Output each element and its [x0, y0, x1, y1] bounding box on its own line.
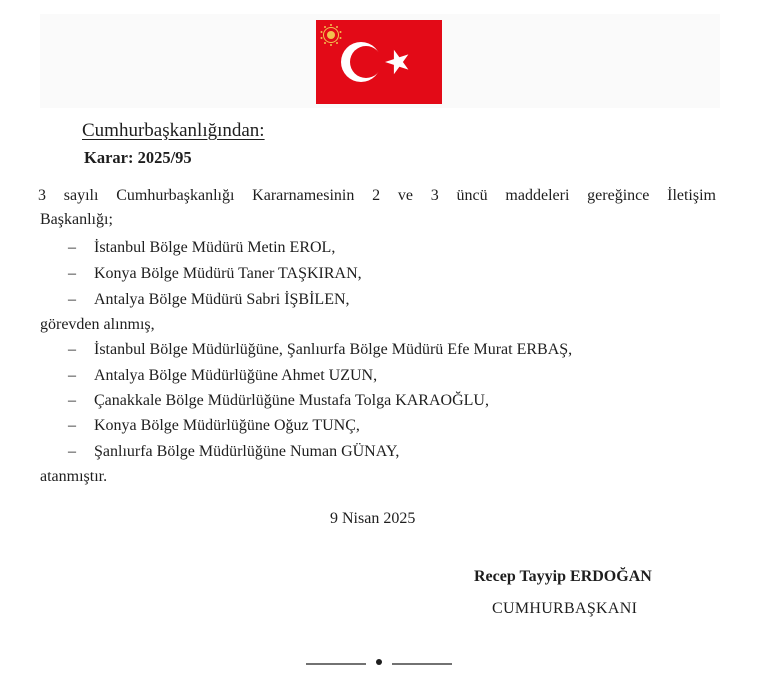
appointed-item: [68, 338, 572, 362]
removed-item: [68, 236, 335, 260]
removed-item-text: Konya Bölge Müdürü Taner TAŞKIRAN,: [94, 265, 362, 282]
appointed-item-text: Konya Bölge Müdürlüğüne Oğuz TUNÇ,: [94, 417, 360, 434]
appointed-item-text: Şanlıurfa Bölge Müdürlüğüne Numan GÜNAY,: [94, 443, 400, 460]
appointed-item-text: Antalya Bölge Müdürlüğüne Ahmet UZUN,: [94, 367, 378, 384]
removed-item-text: İstanbul Bölge Müdürü Metin EROL,: [94, 239, 336, 256]
signer-name: Recep Tayyip ERDOĞAN: [474, 568, 652, 585]
removed-item: [68, 262, 362, 286]
appointed-item-text: Çanakkale Bölge Müdürlüğüne Mustafa Tolga KARAOĞLU,: [94, 392, 489, 409]
appointed-item: [68, 414, 360, 438]
dash-bullet: –: [68, 265, 76, 282]
intro-line-1: 3 sayılı Cumhurbaşkanlığı Kararnamesinin 2 ve 3 üncü maddeleri gereğince İletişim: [38, 187, 716, 204]
dash-bullet: –: [68, 392, 76, 409]
removed-item-text: Antalya Bölge Müdürü Sabri İŞBİLEN,: [94, 291, 350, 308]
dash-bullet: –: [68, 341, 76, 358]
intro-line-2: Başkanlığı;: [40, 211, 113, 228]
dash-bullet: –: [68, 291, 76, 308]
decree-date: 9 Nisan 2025: [330, 510, 416, 527]
decision-number: Karar: 2025/95: [84, 148, 192, 167]
dash-bullet: –: [68, 443, 76, 460]
appointed-item: [68, 440, 399, 464]
dash-bullet: –: [68, 367, 76, 384]
institution-heading: Cumhurbaşkanlığından:: [82, 120, 265, 141]
appointed-item: [68, 364, 377, 388]
signer-title: CUMHURBAŞKANI: [492, 600, 638, 617]
dash-bullet: –: [68, 417, 76, 434]
end-ornament-icon: [304, 656, 454, 670]
appointed-phrase: atanmıştır.: [40, 468, 108, 485]
removed-phrase: görevden alınmış,: [40, 316, 155, 333]
dash-bullet: –: [68, 239, 76, 256]
intro-paragraph: [40, 184, 716, 232]
appointed-item-text: İstanbul Bölge Müdürlüğüne, Şanlıurfa Bölge Müdürü Efe Murat ERBAŞ,: [94, 341, 573, 358]
appointed-item: [68, 389, 489, 413]
turkish-flag-icon: [316, 20, 442, 104]
removed-item: [68, 288, 350, 312]
